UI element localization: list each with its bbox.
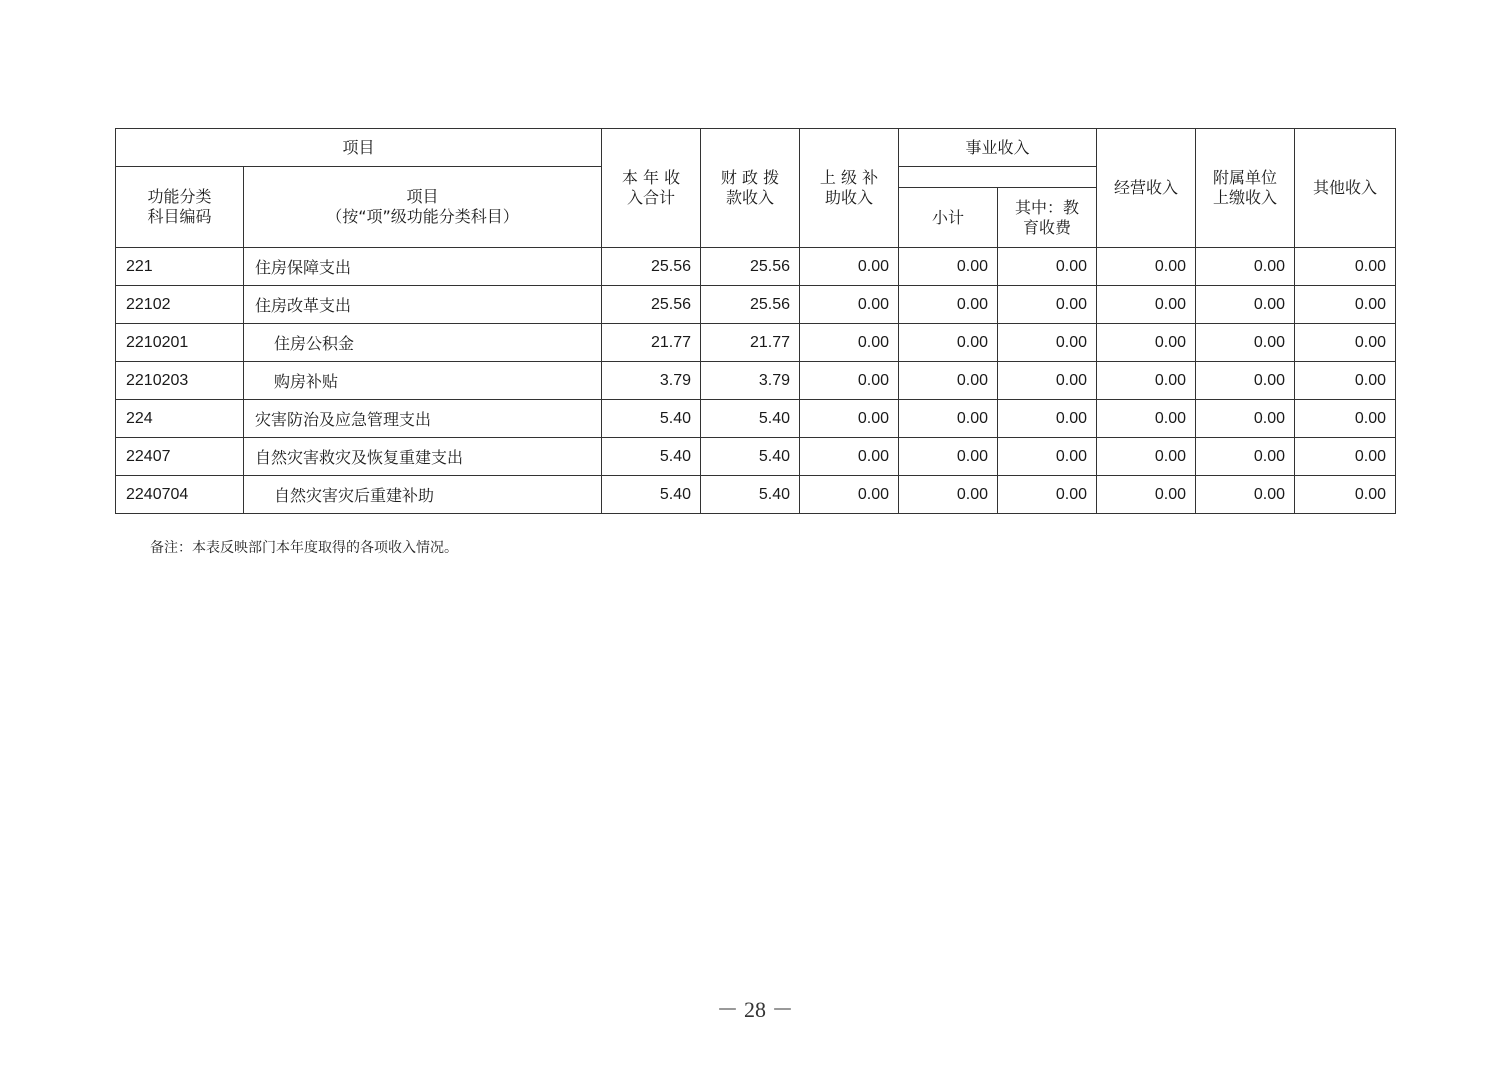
row-business: 0.00 xyxy=(1097,400,1196,438)
header-business: 经营收入 xyxy=(1097,129,1196,248)
row-edu-fee: 0.00 xyxy=(998,438,1097,476)
row-business: 0.00 xyxy=(1097,286,1196,324)
row-other: 0.00 xyxy=(1295,248,1396,286)
header-edu-fee: 其中：教育收费 xyxy=(998,188,1097,248)
row-total: 21.77 xyxy=(602,324,701,362)
row-edu-fee: 0.00 xyxy=(998,400,1097,438)
row-business: 0.00 xyxy=(1097,438,1196,476)
header-career: 事业收入 xyxy=(899,129,1097,167)
row-subtotal: 0.00 xyxy=(899,248,998,286)
table-row xyxy=(116,248,1396,286)
table-row xyxy=(116,324,1396,362)
row-edu-fee: 0.00 xyxy=(998,248,1097,286)
row-edu-fee: 0.00 xyxy=(998,286,1097,324)
row-total: 5.40 xyxy=(602,476,701,514)
row-affiliated: 0.00 xyxy=(1196,324,1295,362)
row-total: 5.40 xyxy=(602,400,701,438)
table-row xyxy=(116,400,1396,438)
row-fiscal: 21.77 xyxy=(701,324,800,362)
row-business: 0.00 xyxy=(1097,362,1196,400)
row-superior: 0.00 xyxy=(800,362,899,400)
row-affiliated: 0.00 xyxy=(1196,476,1295,514)
row-subtotal: 0.00 xyxy=(899,438,998,476)
row-superior: 0.00 xyxy=(800,286,899,324)
header-func-code: 功能分类科目编码 xyxy=(116,167,244,248)
row-affiliated: 0.00 xyxy=(1196,438,1295,476)
row-code: 221 xyxy=(116,248,244,286)
row-name: 灾害防治及应急管理支出 xyxy=(244,400,602,438)
row-edu-fee: 0.00 xyxy=(998,362,1097,400)
row-fiscal: 25.56 xyxy=(701,248,800,286)
row-other: 0.00 xyxy=(1295,400,1396,438)
row-edu-fee: 0.00 xyxy=(998,476,1097,514)
row-code: 2210203 xyxy=(116,362,244,400)
table-body xyxy=(116,248,1396,514)
row-code: 2240704 xyxy=(116,476,244,514)
row-business: 0.00 xyxy=(1097,476,1196,514)
row-subtotal: 0.00 xyxy=(899,400,998,438)
row-total: 25.56 xyxy=(602,286,701,324)
row-other: 0.00 xyxy=(1295,286,1396,324)
row-name: 住房公积金 xyxy=(244,324,602,362)
header-other: 其他收入 xyxy=(1295,129,1396,248)
table-row xyxy=(116,362,1396,400)
row-other: 0.00 xyxy=(1295,324,1396,362)
row-superior: 0.00 xyxy=(800,324,899,362)
row-superior: 0.00 xyxy=(800,438,899,476)
header-project-name-line2: （按“项”级功能分类科目） xyxy=(326,207,519,226)
page-number: － 28 － xyxy=(716,997,794,1022)
row-code: 22407 xyxy=(116,438,244,476)
header-project-name-line1: 项目 xyxy=(406,187,439,206)
table-row xyxy=(116,438,1396,476)
row-fiscal: 25.56 xyxy=(701,286,800,324)
table-header xyxy=(116,129,1396,248)
row-affiliated: 0.00 xyxy=(1196,286,1295,324)
row-affiliated: 0.00 xyxy=(1196,248,1295,286)
row-affiliated: 0.00 xyxy=(1196,400,1295,438)
header-project-name xyxy=(244,167,602,248)
header-total: 本 年 收入合计 xyxy=(602,129,701,248)
row-name: 购房补贴 xyxy=(244,362,602,400)
row-name: 自然灾害灾后重建补助 xyxy=(244,476,602,514)
row-code: 22102 xyxy=(116,286,244,324)
row-code: 224 xyxy=(116,400,244,438)
row-fiscal: 3.79 xyxy=(701,362,800,400)
row-other: 0.00 xyxy=(1295,438,1396,476)
table-row xyxy=(116,476,1396,514)
row-subtotal: 0.00 xyxy=(899,362,998,400)
row-fiscal: 5.40 xyxy=(701,476,800,514)
row-subtotal: 0.00 xyxy=(899,286,998,324)
row-code: 2210201 xyxy=(116,324,244,362)
row-name: 住房改革支出 xyxy=(244,286,602,324)
row-superior: 0.00 xyxy=(800,400,899,438)
row-total: 25.56 xyxy=(602,248,701,286)
header-fiscal: 财 政 拨款收入 xyxy=(701,129,800,248)
table-note: 备注：本表反映部门本年度取得的各项收入情况。 xyxy=(150,540,458,556)
header-superior: 上 级 补助收入 xyxy=(800,129,899,248)
row-edu-fee: 0.00 xyxy=(998,324,1097,362)
table-row xyxy=(116,286,1396,324)
row-other: 0.00 xyxy=(1295,476,1396,514)
row-other: 0.00 xyxy=(1295,362,1396,400)
header-affiliated: 附属单位上缴收入 xyxy=(1196,129,1295,248)
row-affiliated: 0.00 xyxy=(1196,362,1295,400)
row-business: 0.00 xyxy=(1097,248,1196,286)
row-superior: 0.00 xyxy=(800,476,899,514)
header-subtotal: 小计 xyxy=(899,188,998,248)
header-project: 项目 xyxy=(116,129,602,167)
row-total: 3.79 xyxy=(602,362,701,400)
income-table xyxy=(115,128,1396,514)
row-fiscal: 5.40 xyxy=(701,400,800,438)
row-name: 住房保障支出 xyxy=(244,248,602,286)
row-fiscal: 5.40 xyxy=(701,438,800,476)
header-career-spacer xyxy=(899,167,1097,188)
row-business: 0.00 xyxy=(1097,324,1196,362)
row-name: 自然灾害救灾及恢复重建支出 xyxy=(244,438,602,476)
row-subtotal: 0.00 xyxy=(899,476,998,514)
row-total: 5.40 xyxy=(602,438,701,476)
row-superior: 0.00 xyxy=(800,248,899,286)
row-subtotal: 0.00 xyxy=(899,324,998,362)
